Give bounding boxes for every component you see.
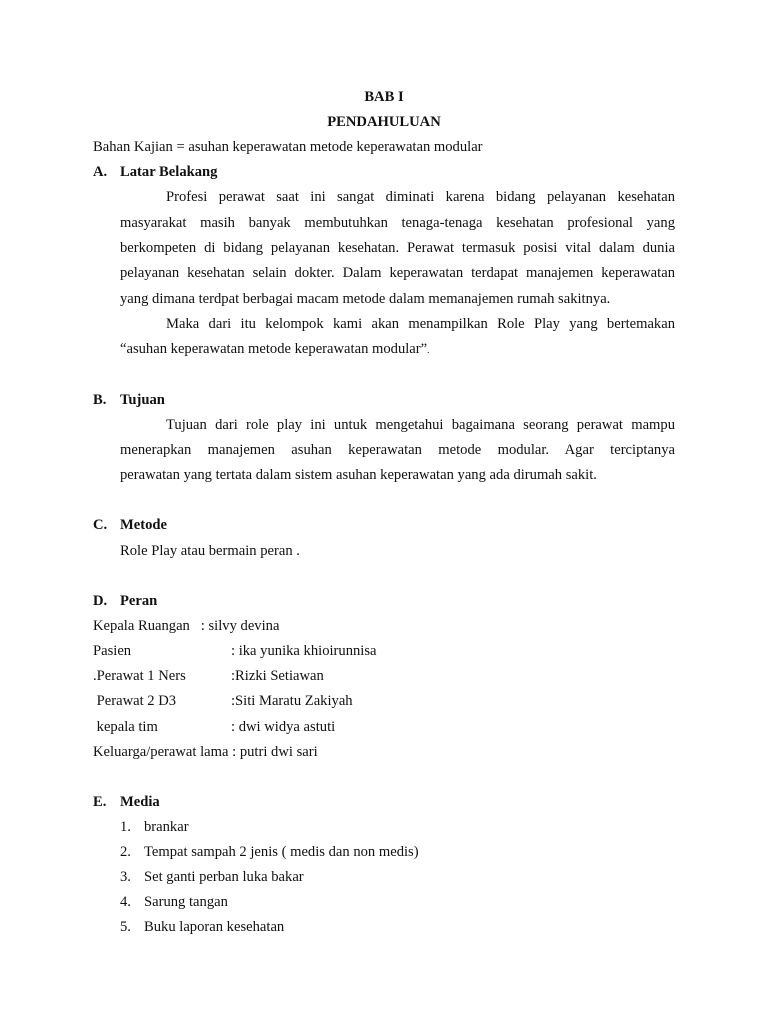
media-item: Tempat sampah 2 jenis ( medis dan non medis) bbox=[144, 844, 419, 860]
media-item-number: 3. bbox=[120, 869, 131, 885]
background-paragraph-line: pelayanan kesehatan selain dokter. Dalam keperawatan terdapat manajemen keperawatan bbox=[120, 265, 675, 281]
media-item: Sarung tangan bbox=[144, 894, 228, 910]
section-d-title: Peran bbox=[120, 593, 158, 609]
section-a-title: Latar Belakang bbox=[120, 164, 218, 180]
media-item: Set ganti perban luka bakar bbox=[144, 869, 304, 885]
media-item-number: 5. bbox=[120, 919, 131, 935]
section-d-marker: D. bbox=[93, 593, 108, 609]
background-paragraph-line: yang dimana terdpat berbagai macam metode dalam memanajemen rumah sakitnya. bbox=[120, 291, 611, 307]
background-paragraph-line: Profesi perawat saat ini sangat diminati karena bidang pelayanan kesehatan bbox=[166, 189, 675, 205]
section-e-title: Media bbox=[120, 794, 160, 810]
media-item-number: 1. bbox=[120, 819, 131, 835]
role-value: : dwi widya astuti bbox=[231, 719, 336, 735]
section-a-marker: A. bbox=[93, 164, 108, 180]
background-paragraph-line bbox=[120, 340, 429, 359]
section-e-marker: E. bbox=[93, 794, 107, 810]
role-value: : ika yunika khioirunnisa bbox=[231, 643, 377, 659]
role-value: :Rizki Setiawan bbox=[231, 668, 324, 684]
chapter-number: BAB I bbox=[364, 89, 404, 105]
trailing-period: . bbox=[427, 345, 430, 355]
role-label: Pasien bbox=[93, 643, 132, 659]
theme-quote: “asuhan keperawatan metode keperawatan modular” bbox=[120, 341, 428, 357]
media-item: brankar bbox=[144, 819, 189, 835]
role-family: Keluarga/perawat lama : putri dwi sari bbox=[93, 744, 318, 760]
purpose-paragraph-line: perawatan yang tertata dalam sistem asuhan keperawatan yang ada dirumah sakit. bbox=[120, 467, 597, 483]
method-text: Role Play atau bermain peran . bbox=[120, 543, 300, 559]
section-b-marker: B. bbox=[93, 392, 107, 408]
media-item-number: 4. bbox=[120, 894, 131, 910]
chapter-title: PENDAHULUAN bbox=[327, 114, 441, 130]
media-item-number: 2. bbox=[120, 844, 131, 860]
study-material-line: Bahan Kajian = asuhan keperawatan metode keperawatan modular bbox=[93, 139, 483, 155]
role-value: :Siti Maratu Zakiyah bbox=[231, 693, 353, 709]
role-label: .Perawat 1 Ners bbox=[93, 668, 186, 684]
purpose-paragraph-line: Tujuan dari role play ini untuk mengetahui bagaimana seorang perawat mampu bbox=[166, 417, 675, 433]
section-c-title: Metode bbox=[120, 517, 168, 533]
role-label: Perawat 2 D3 bbox=[93, 693, 177, 709]
background-paragraph-line: berkompeten di bidang pelayanan kesehatan. Perawat termasuk posisi vital dalam dunia bbox=[120, 240, 675, 256]
background-paragraph-line: Maka dari itu kelompok kami akan menampilkan Role Play yang bertemakan bbox=[166, 316, 675, 332]
section-b-title: Tujuan bbox=[120, 392, 165, 408]
background-paragraph-line: masyarakat masih banyak membutuhkan tenaga-tenaga kesehatan profesional yang bbox=[120, 215, 675, 231]
role-head-of-ward: Kepala Ruangan : silvy devina bbox=[93, 618, 280, 634]
purpose-paragraph-line: menerapkan manajemen asuhan keperawatan metode modular. Agar terciptanya bbox=[120, 442, 675, 458]
section-c-marker: C. bbox=[93, 517, 108, 533]
media-item: Buku laporan kesehatan bbox=[144, 919, 285, 935]
role-label: kepala tim bbox=[93, 719, 158, 735]
